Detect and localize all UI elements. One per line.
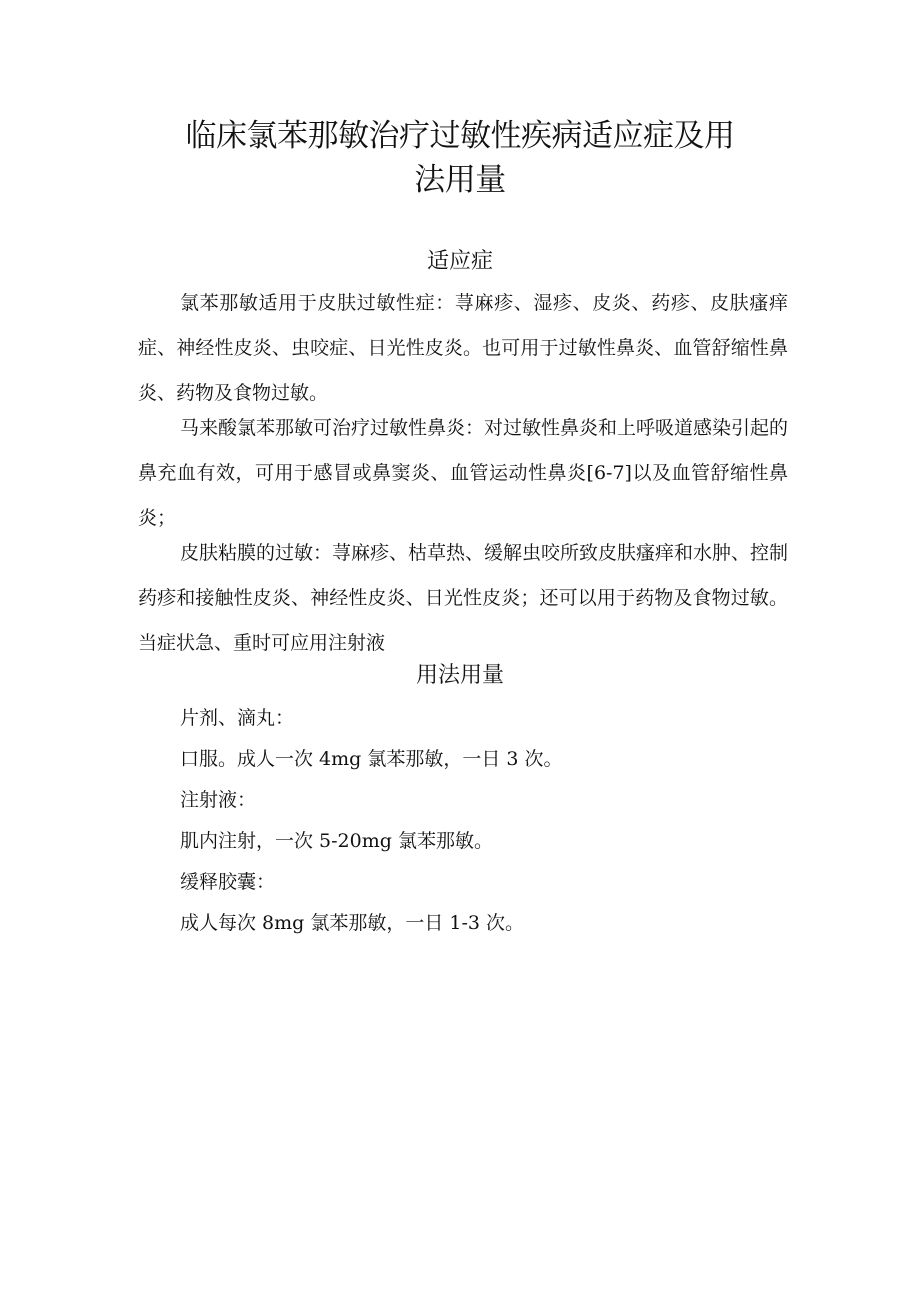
dosage-line-injection-label: 注射液： <box>180 789 257 811</box>
document-title <box>140 114 780 202</box>
dosage-heading: 用法用量 <box>415 663 504 688</box>
indications-paragraph-1: 氯苯那敏适用于皮肤过敏性症：荨麻疹、湿疹、皮炎、药疹、皮肤瘙痒症、神经性皮炎、虫咬症、日光性皮炎。也可用于过敏性鼻炎、血管舒缩性鼻炎、药物及食物过敏。 <box>138 292 788 404</box>
dosage-line-capsule-dose: 成人每次 8mg 氯苯那敏，一日 1-3 次。 <box>180 912 525 934</box>
indications-heading: 适应症 <box>426 249 493 274</box>
document-title-line-2: 法用量 <box>414 162 506 198</box>
indications-paragraph-2: 马来酸氯苯那敏可治疗过敏性鼻炎：对过敏性鼻炎和上呼吸道感染引起的鼻充血有效，可用于感冒或鼻窦炎、血管运动性鼻炎[6-7]以及血管舒缩性鼻炎； <box>138 417 789 529</box>
dosage-line-tablets-label: 片剂、滴丸： <box>180 707 295 729</box>
dosage-line-injection-dose: 肌内注射，一次 5-20mg 氯苯那敏。 <box>180 830 493 852</box>
dosage-line-capsule-label: 缓释胶囊： <box>180 871 276 893</box>
indications-paragraph-3: 皮肤粘膜的过敏：荨麻疹、枯草热、缓解虫咬所致皮肤瘙痒和水肿、控制药疹和接触性皮炎、神经性皮炎、日光性皮炎；还可以用于药物及食物过敏。当症状急、重时可应用注射液 <box>138 542 789 654</box>
document-title-line-1: 临床氯苯那敏治疗过敏性疾病适应症及用 <box>185 118 735 154</box>
dosage-line-tablets-dose: 口服。成人一次 4mg 氯苯那敏，一日 3 次。 <box>180 748 563 770</box>
